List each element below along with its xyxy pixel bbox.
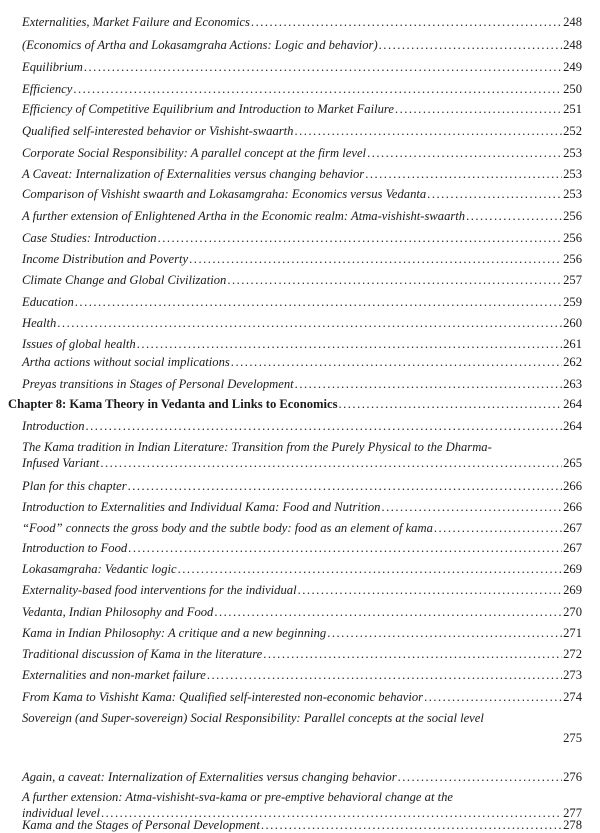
toc-entry [22,440,582,470]
toc-entry-title: Introduction to Externalities and Individual Kama: Food and Nutrition [22,500,381,514]
dot-leader [207,668,562,682]
dot-leader [395,102,562,116]
chapter-title: Chapter 8: Kama Theory in Vedanta and Links to Economics [8,397,338,411]
toc-entry-page: 262 [563,355,582,369]
dot-leader [214,605,562,619]
toc-entry-title: Vedanta, Indian Philosophy and Food [22,605,214,619]
toc-entry-page: 248 [563,38,582,52]
dot-leader [381,500,562,514]
toc-entry [22,124,582,138]
toc-entry-page: 266 [563,479,582,493]
toc-entry-title: Qualified self-interested behavior or Vishisht-swaarth [22,124,294,138]
toc-entry-title: Preyas transitions in Stages of Personal Development [22,377,294,391]
toc-entry-title: Sovereign (and Super-sovereign) Social Responsibility: Parallel concepts at the social level [22,711,484,725]
dot-leader [86,419,563,433]
toc-entry-title: Externalities, Market Failure and Economics [22,15,250,29]
toc-entry-page: 274 [563,690,582,704]
toc-entry [22,500,582,514]
toc-entry-page: 264 [563,419,582,433]
dot-leader [137,337,562,351]
dot-leader [466,209,562,223]
toc-entry-title: Case Studies: Introduction [22,231,157,245]
toc-entry-page: 276 [563,770,582,784]
toc-entry [22,273,582,287]
toc-entry-title: A further extension: Atma-vishisht-sva-kama or pre-emptive behavioral change at the [22,790,454,804]
toc-entry-page: 256 [563,231,582,245]
dot-leader [251,15,562,29]
toc-entry-page: 257 [563,273,582,287]
toc-entry-page: 269 [563,583,582,597]
toc-entry [22,479,582,493]
dot-leader [295,377,562,391]
toc-entry-page: 273 [563,668,582,682]
dot-leader [294,124,562,138]
dot-leader [231,355,562,369]
toc-entry [22,818,582,832]
dot-leader [298,583,563,597]
toc-entry-title: Corporate Social Responsibility: A parallel concept at the firm level [22,146,367,160]
toc-entry [22,231,582,245]
toc-entry-title: Introduction to Food [22,541,128,555]
toc-entry [22,38,582,52]
toc-entry-title-continued: individual level [22,806,100,820]
dot-leader [261,818,562,832]
toc-entry-page: 267 [563,541,582,555]
toc-entry [22,355,582,369]
toc-entry-page: 253 [563,146,582,160]
dot-leader [379,38,562,52]
toc-entry-page: 260 [563,316,582,330]
toc-entry-page: 256 [563,209,582,223]
toc-entry [22,562,582,576]
toc-entry-title: Equilibrium [22,60,83,74]
toc-entry [22,209,582,223]
toc-entry-page: 278 [563,818,582,832]
toc-entry [22,711,582,745]
dot-leader [338,397,562,411]
toc-entry-title: Comparison of Vishisht swaarth and Lokasamgraha: Economics versus Vedanta [22,187,427,201]
toc-entry-title: Introduction [22,419,85,433]
dot-leader [178,562,563,576]
dot-leader [263,647,562,661]
dot-leader [57,316,562,330]
dot-leader [327,626,562,640]
toc-entry-page: 253 [563,167,582,181]
toc-entry-title: (Economics of Artha and Lokasamgraha Actions: Logic and behavior) [22,38,378,52]
toc-entry-title: A further extension of Enlightened Artha in the Economic realm: Atma-vishisht-swaarth [22,209,466,223]
toc-entry-page: 267 [563,521,582,535]
toc-entry-title: Again, a caveat: Internalization of Externalities versus changing behavior [22,770,397,784]
toc-entry [22,15,582,29]
toc-entry-title: Climate Change and Global Civilization [22,273,227,287]
toc-entry [22,337,582,351]
toc-entry-title: Plan for this chapter [22,479,127,493]
toc-entry-page: 270 [563,605,582,619]
dot-leader [424,690,562,704]
toc-entry [22,167,582,181]
toc-entry-title: Kama in Indian Philosophy: A critique and a new beginning [22,626,327,640]
chapter-heading [8,397,582,411]
toc-entry-page: 277 [563,806,582,820]
toc-entry-page: 275 [563,731,582,745]
toc-entry-title: “Food” connects the gross body and the subtle body: food as an element of kama [22,521,433,535]
dot-leader [75,295,562,309]
toc-entry-page: 266 [563,500,582,514]
toc-entry [22,252,582,266]
toc-entry-title: Kama and the Stages of Personal Development [22,818,260,832]
toc-entry-page: 256 [563,252,582,266]
dot-leader [128,479,563,493]
toc-entry-title: A Caveat: Internalization of Externalities versus changing behavior [22,167,365,181]
toc-entry-title: Efficiency [22,82,73,96]
toc-entry-page: 251 [563,102,582,116]
toc-entry-title: Lokasamgraha: Vedantic logic [22,562,177,576]
toc-entry-page: 252 [563,124,582,138]
toc-entry [22,605,582,619]
toc-entry-page: 269 [563,562,582,576]
toc-entry-title: Health [22,316,57,330]
dot-leader [189,252,562,266]
toc-entry-title: The Kama tradition in Indian Literature: Transition from the Purely Physical to the Dharma- [22,440,492,454]
toc-entry-page: 272 [563,647,582,661]
toc-entry-page: 265 [563,456,582,470]
dot-leader [365,167,562,181]
dot-leader [398,770,563,784]
toc-entry-page: 263 [563,377,582,391]
toc-entry [22,690,582,704]
toc-entry-page: 259 [563,295,582,309]
toc-entry-title-continued: Infused Variant [22,456,100,470]
toc-entry-title: Externality-based food interventions for the individual [22,583,297,597]
toc-entry-title: Issues of global health [22,337,136,351]
toc-entry-page: 264 [563,397,582,411]
toc-entry [22,647,582,661]
toc-entry [22,419,582,433]
toc-entry [22,187,582,201]
dot-leader [367,146,562,160]
toc-entry [22,102,582,116]
toc-entry [22,60,582,74]
toc-entry-title: Efficiency of Competitive Equilibrium and Introduction to Market Failure [22,102,394,116]
toc-entry [22,295,582,309]
toc-entry-title: Externalities and non-market failure [22,668,206,682]
toc-entry [22,82,582,96]
dot-leader [128,541,562,555]
toc-entry-title: Education [22,295,74,309]
toc-entry [22,626,582,640]
toc-entry [22,583,582,597]
dot-leader [84,60,562,74]
dot-leader [158,231,563,245]
dot-leader [427,187,562,201]
toc-entry-page: 249 [563,60,582,74]
toc-entry [22,790,582,820]
dot-leader [100,456,562,470]
toc-entry-page: 271 [563,626,582,640]
toc-entry-page: 248 [563,15,582,29]
toc-entry [22,541,582,555]
toc-entry [22,770,582,784]
toc-entry-title: From Kama to Vishisht Kama: Qualified self-interested non-economic behavior [22,690,424,704]
dot-leader [73,82,562,96]
toc-entry [22,316,582,330]
toc-entry-page: 261 [563,337,582,351]
toc-entry [22,521,582,535]
dot-leader [227,273,562,287]
toc-entry-title: Traditional discussion of Kama in the literature [22,647,263,661]
toc-entry-page: 250 [563,82,582,96]
toc-entry-title: Income Distribution and Poverty [22,252,189,266]
toc-entry-title: Artha actions without social implications [22,355,230,369]
toc-entry [22,377,582,391]
toc-entry-page: 253 [563,187,582,201]
toc-entry [22,668,582,682]
dot-leader [434,521,562,535]
toc-entry [22,146,582,160]
